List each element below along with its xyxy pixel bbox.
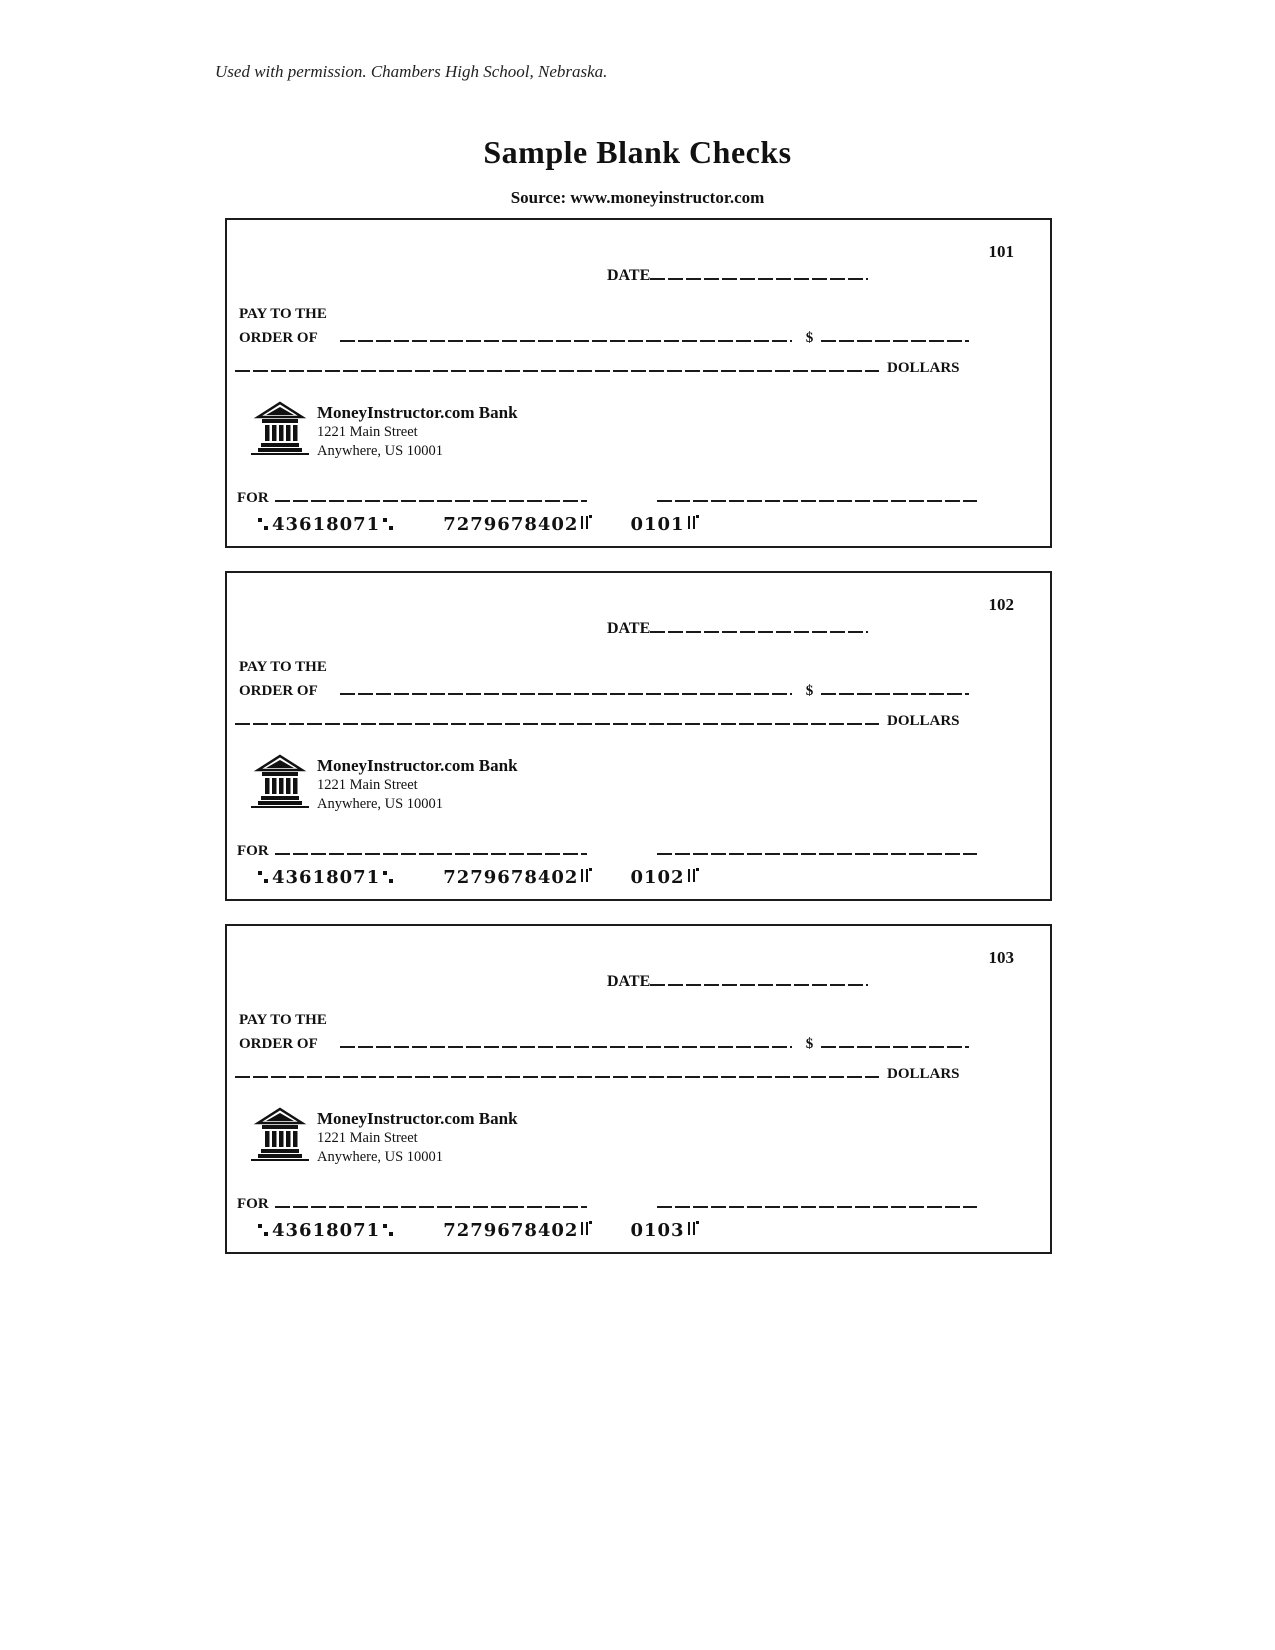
micr-transit-icon [383, 870, 394, 885]
bank-block [251, 753, 518, 814]
bank-text [317, 755, 518, 814]
memo-row [237, 839, 587, 860]
micr-line [255, 1220, 699, 1241]
date-label: DATE [607, 620, 651, 637]
check-number: 101 [988, 242, 1014, 261]
for-label: FOR [237, 1196, 269, 1212]
pay-to-the-label: PAY TO THE [239, 659, 327, 675]
bank-building-icon [251, 753, 309, 811]
dollar-sign-label: $ [805, 683, 814, 699]
amount-words-row [235, 1062, 960, 1083]
payee-blank-line [340, 679, 792, 695]
date-row [607, 970, 868, 991]
dollars-label: DOLLARS [887, 713, 960, 729]
check-number: 103 [988, 948, 1014, 967]
order-of-label: ORDER OF [239, 330, 318, 346]
bank-name: MoneyInstructor.com Bank [317, 1109, 518, 1128]
micr-account-number: 7279678402 [443, 1220, 579, 1241]
bank-block [251, 1106, 518, 1167]
source-line: Source: www.moneyinstructor.com [510, 188, 765, 207]
bank-name: MoneyInstructor.com Bank [317, 756, 518, 775]
order-of-label: ORDER OF [239, 683, 318, 699]
bank-city: Anywhere, US 10001 [317, 443, 444, 459]
micr-check-number: 0101 [630, 514, 685, 535]
pay-to-block [239, 657, 969, 702]
memo-row [237, 1192, 587, 1213]
micr-check-number: 0103 [630, 1220, 685, 1241]
order-of-row [239, 326, 969, 349]
bank-city: Anywhere, US 10001 [317, 1149, 444, 1165]
signature-blank-line [657, 1192, 977, 1208]
micr-routing-number: 43618071 [272, 1220, 381, 1241]
order-of-row [239, 1032, 969, 1055]
memo-row [237, 486, 587, 507]
bank-name: MoneyInstructor.com Bank [317, 403, 518, 422]
bank-block [251, 400, 518, 461]
pay-to-block [239, 304, 969, 349]
amount-words-row [235, 356, 960, 377]
dollars-label: DOLLARS [887, 1066, 960, 1082]
pay-to-the-label: PAY TO THE [239, 1012, 327, 1028]
bank-city: Anywhere, US 10001 [317, 796, 444, 812]
check [225, 218, 1052, 548]
bank-text [317, 402, 518, 461]
date-row [607, 264, 868, 285]
date-row [607, 617, 868, 638]
date-blank-line [650, 264, 868, 280]
dollar-sign-label: $ [805, 1036, 814, 1052]
bank-street: 1221 Main Street [317, 1130, 418, 1146]
date-label: DATE [607, 973, 651, 990]
page-title: Sample Blank Checks [483, 134, 792, 170]
bank-building-icon [251, 1106, 309, 1164]
micr-onus-icon [688, 516, 695, 529]
pay-to-block [239, 1010, 969, 1055]
micr-routing-number: 43618071 [272, 514, 381, 535]
micr-line [255, 514, 699, 535]
payee-blank-line [340, 326, 792, 342]
signature-blank-line [657, 839, 977, 855]
micr-onus-icon [688, 1222, 695, 1235]
micr-transit-icon [258, 1223, 269, 1238]
date-blank-line [650, 617, 868, 633]
payee-blank-line [340, 1032, 792, 1048]
pay-to-the-label: PAY TO THE [239, 306, 327, 322]
check-number: 102 [988, 595, 1014, 614]
date-blank-line [650, 970, 868, 986]
micr-onus-icon [688, 869, 695, 882]
date-label: DATE [607, 267, 651, 284]
dollar-sign-label: $ [805, 330, 814, 346]
order-of-row [239, 679, 969, 702]
micr-check-number: 0102 [630, 867, 685, 888]
for-label: FOR [237, 490, 269, 506]
permission-note: Used with permission. Chambers High School, Nebraska. [215, 62, 608, 81]
bank-building-icon [251, 400, 309, 458]
check [225, 924, 1052, 1254]
signature-blank-line [657, 486, 977, 502]
amount-words-blank-line [235, 356, 879, 372]
memo-blank-line [275, 486, 587, 502]
micr-line [255, 867, 699, 888]
micr-onus-icon [581, 516, 588, 529]
amount-blank-line [821, 679, 969, 695]
memo-blank-line [275, 1192, 587, 1208]
micr-onus-icon [581, 869, 588, 882]
micr-transit-icon [258, 870, 269, 885]
micr-transit-icon [383, 517, 394, 532]
dollars-label: DOLLARS [887, 360, 960, 376]
bank-street: 1221 Main Street [317, 777, 418, 793]
micr-transit-icon [258, 517, 269, 532]
checks-list [225, 218, 1052, 1277]
micr-onus-icon [581, 1222, 588, 1235]
amount-blank-line [821, 1032, 969, 1048]
order-of-label: ORDER OF [239, 1036, 318, 1052]
check [225, 571, 1052, 901]
micr-routing-number: 43618071 [272, 867, 381, 888]
micr-account-number: 7279678402 [443, 514, 579, 535]
amount-words-blank-line [235, 1062, 879, 1078]
micr-account-number: 7279678402 [443, 867, 579, 888]
micr-transit-icon [383, 1223, 394, 1238]
amount-words-row [235, 709, 960, 730]
bank-text [317, 1108, 518, 1167]
memo-blank-line [275, 839, 587, 855]
for-label: FOR [237, 843, 269, 859]
bank-street: 1221 Main Street [317, 424, 418, 440]
amount-words-blank-line [235, 709, 879, 725]
amount-blank-line [821, 326, 969, 342]
